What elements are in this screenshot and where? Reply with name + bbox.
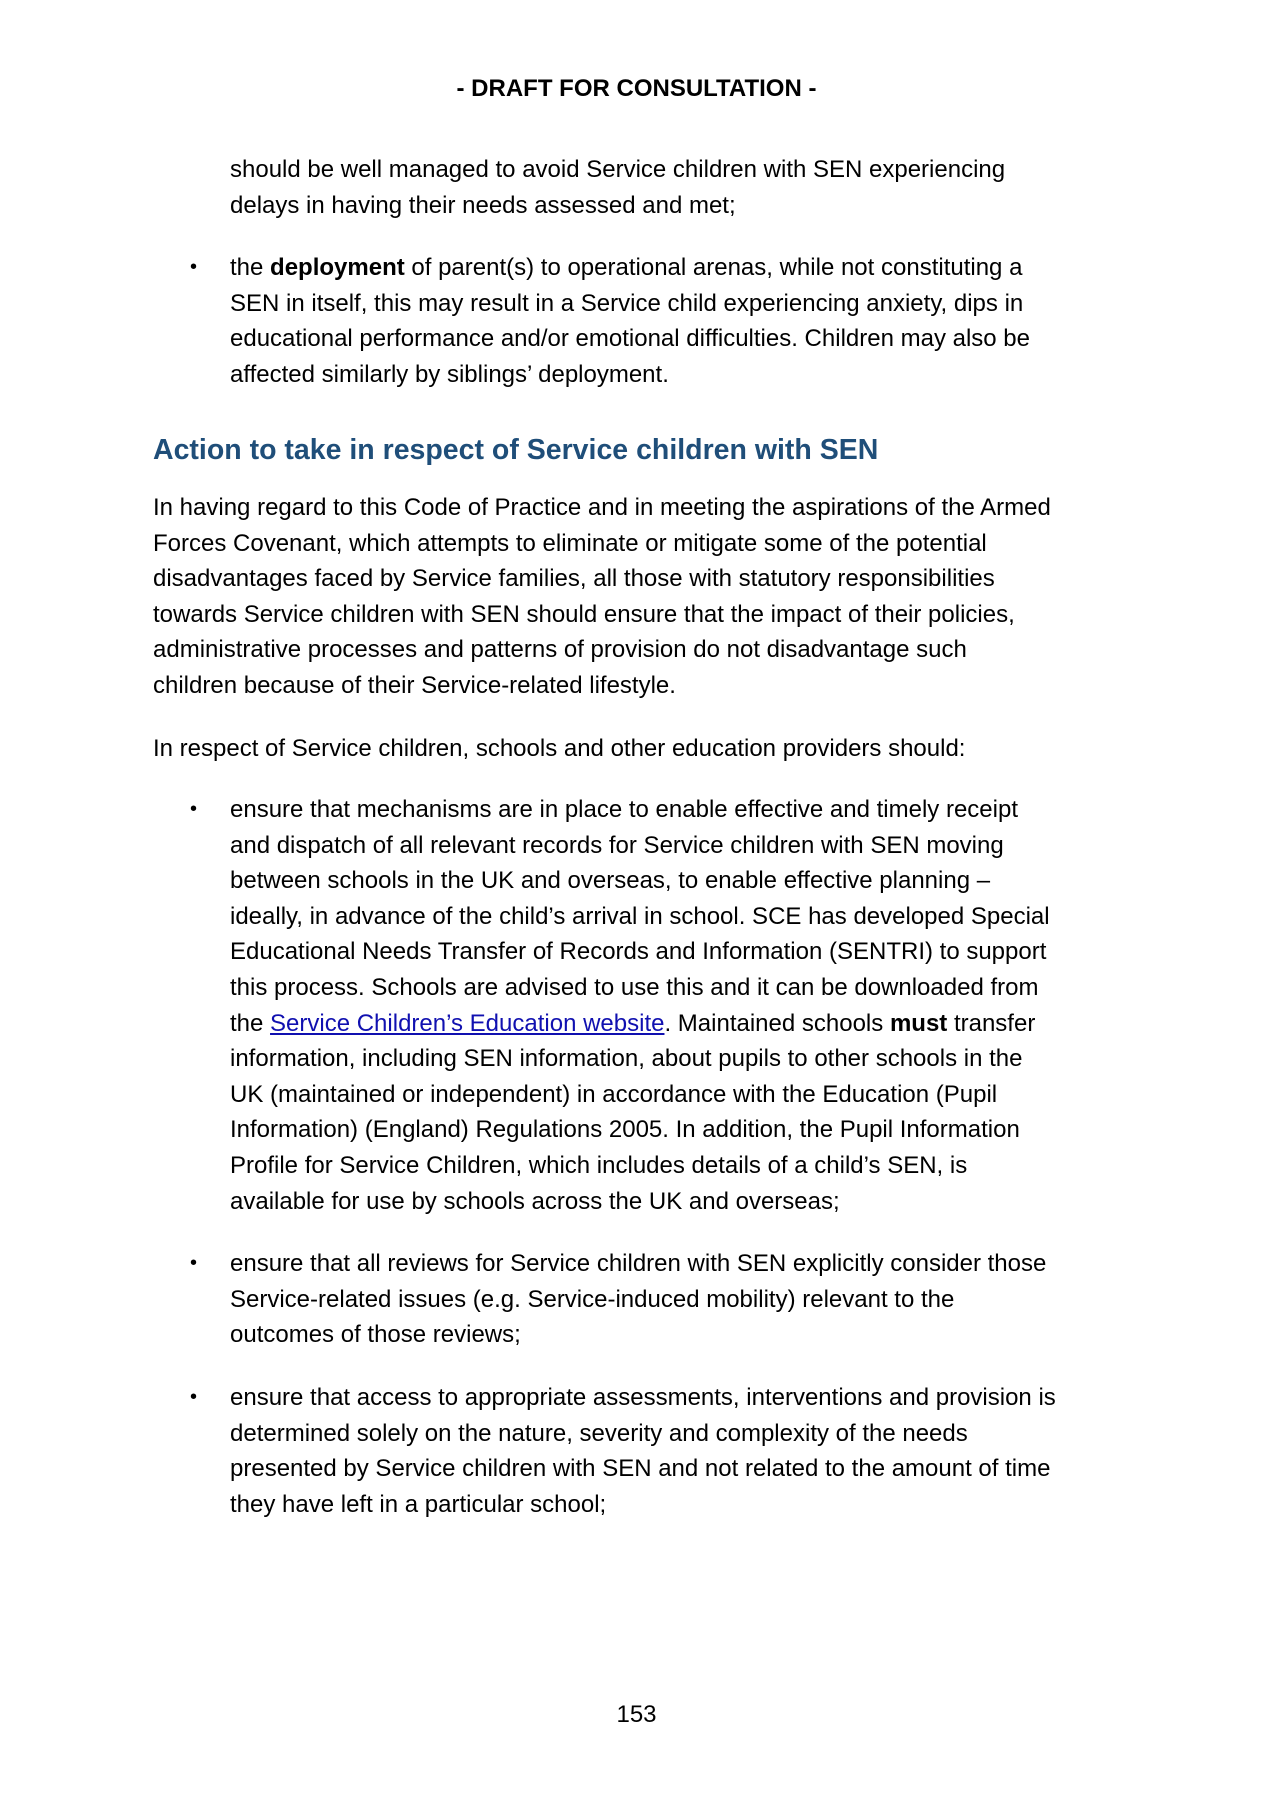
- text-line: disadvantages faced by Service families, all those with statutory responsibilities: [153, 565, 995, 593]
- list-item-records-transfer: [190, 792, 1230, 1219]
- service-childrens-education-link[interactable]: Service Children’s Education website: [270, 1009, 665, 1037]
- text-line: ensure that mechanisms are in place to enable effective and timely receipt: [230, 796, 1018, 823]
- text-fragment: of parent(s) to operational arenas, while not constituting a: [404, 254, 1023, 281]
- text-line: determined solely on the nature, severity and complexity of the needs: [230, 1419, 968, 1447]
- bullet-icon: •: [190, 798, 198, 820]
- text-line: should be well managed to avoid Service children with SEN experiencing: [230, 156, 1006, 183]
- text-line: and dispatch of all relevant records for Service children with SEN moving: [230, 831, 1004, 859]
- bold-term-deployment: deployment: [270, 254, 405, 281]
- text-line: ensure that access to appropriate assessments, interventions and provision is: [230, 1384, 1056, 1411]
- intro-paragraph: [153, 490, 1233, 704]
- text-line: Service-related issues (e.g. Service-induced mobility) relevant to the: [230, 1285, 955, 1313]
- text-line: presented by Service children with SEN and not related to the amount of time: [230, 1455, 1051, 1483]
- text-line: available for use by schools across the UK and overseas;: [230, 1187, 840, 1215]
- text-fragment: the: [230, 254, 271, 281]
- text-line: Forces Covenant, which attempts to eliminate or mitigate some of the potential: [153, 529, 987, 557]
- text-line: ensure that all reviews for Service children with SEN explicitly consider those: [230, 1250, 1047, 1277]
- text-line: UK (maintained or independent) in accordance with the Education (Pupil: [230, 1080, 998, 1108]
- bullet-icon: •: [190, 1386, 198, 1408]
- text-line: In respect of Service children, schools and other education providers should:: [153, 735, 966, 762]
- text-line: outcomes of those reviews;: [230, 1321, 521, 1349]
- continued-bullet-text: [230, 152, 1230, 223]
- list-item-access: [190, 1380, 1230, 1522]
- text-line: children because of their Service-related lifestyle.: [153, 671, 676, 699]
- text-line: they have left in a particular school;: [230, 1490, 607, 1518]
- lead-in-paragraph: [153, 731, 1233, 767]
- text-line: Information) (England) Regulations 2005. In addition, the Pupil Information: [230, 1116, 1020, 1144]
- section-heading: Action to take in respect of Service children with SEN: [153, 434, 879, 466]
- text-line: [230, 1006, 1230, 1042]
- draft-header: - DRAFT FOR CONSULTATION -: [456, 75, 817, 102]
- text-line: between schools in the UK and overseas, to enable effective planning –: [230, 867, 991, 895]
- text-line: affected similarly by siblings’ deployment.: [230, 360, 669, 388]
- text-line: delays in having their needs assessed and met;: [230, 191, 736, 219]
- bullet-icon: •: [190, 256, 198, 278]
- text-line: [230, 250, 1230, 286]
- text-fragment: transfer: [947, 1009, 1036, 1037]
- page-number: 153: [616, 1701, 657, 1728]
- text-line: educational performance and/or emotional difficulties. Children may also be: [230, 325, 1031, 353]
- text-line: towards Service children with SEN should ensure that the impact of their policies,: [153, 600, 1015, 628]
- text-line: ideally, in advance of the child’s arrival in school. SCE has developed Special: [230, 902, 1050, 930]
- text-fragment: the: [230, 1009, 271, 1037]
- bold-term-must: must: [889, 1009, 948, 1037]
- text-fragment: . Maintained schools: [664, 1009, 890, 1037]
- text-line: this process. Schools are advised to use this and it can be downloaded from: [230, 973, 1039, 1001]
- text-line: Profile for Service Children, which includes details of a child’s SEN, is: [230, 1151, 968, 1179]
- list-item-reviews: [190, 1246, 1230, 1353]
- list-item-deployment: [190, 250, 1230, 392]
- text-line: administrative processes and patterns of provision do not disadvantage such: [153, 636, 967, 664]
- text-line: In having regard to this Code of Practice and in meeting the aspirations of the Armed: [153, 494, 1051, 521]
- text-line: SEN in itself, this may result in a Service child experiencing anxiety, dips in: [230, 289, 1024, 317]
- text-line: information, including SEN information, about pupils to other schools in the: [230, 1045, 1023, 1073]
- text-line: Educational Needs Transfer of Records and Information (SENTRI) to support: [230, 938, 1047, 966]
- bullet-icon: •: [190, 1252, 198, 1274]
